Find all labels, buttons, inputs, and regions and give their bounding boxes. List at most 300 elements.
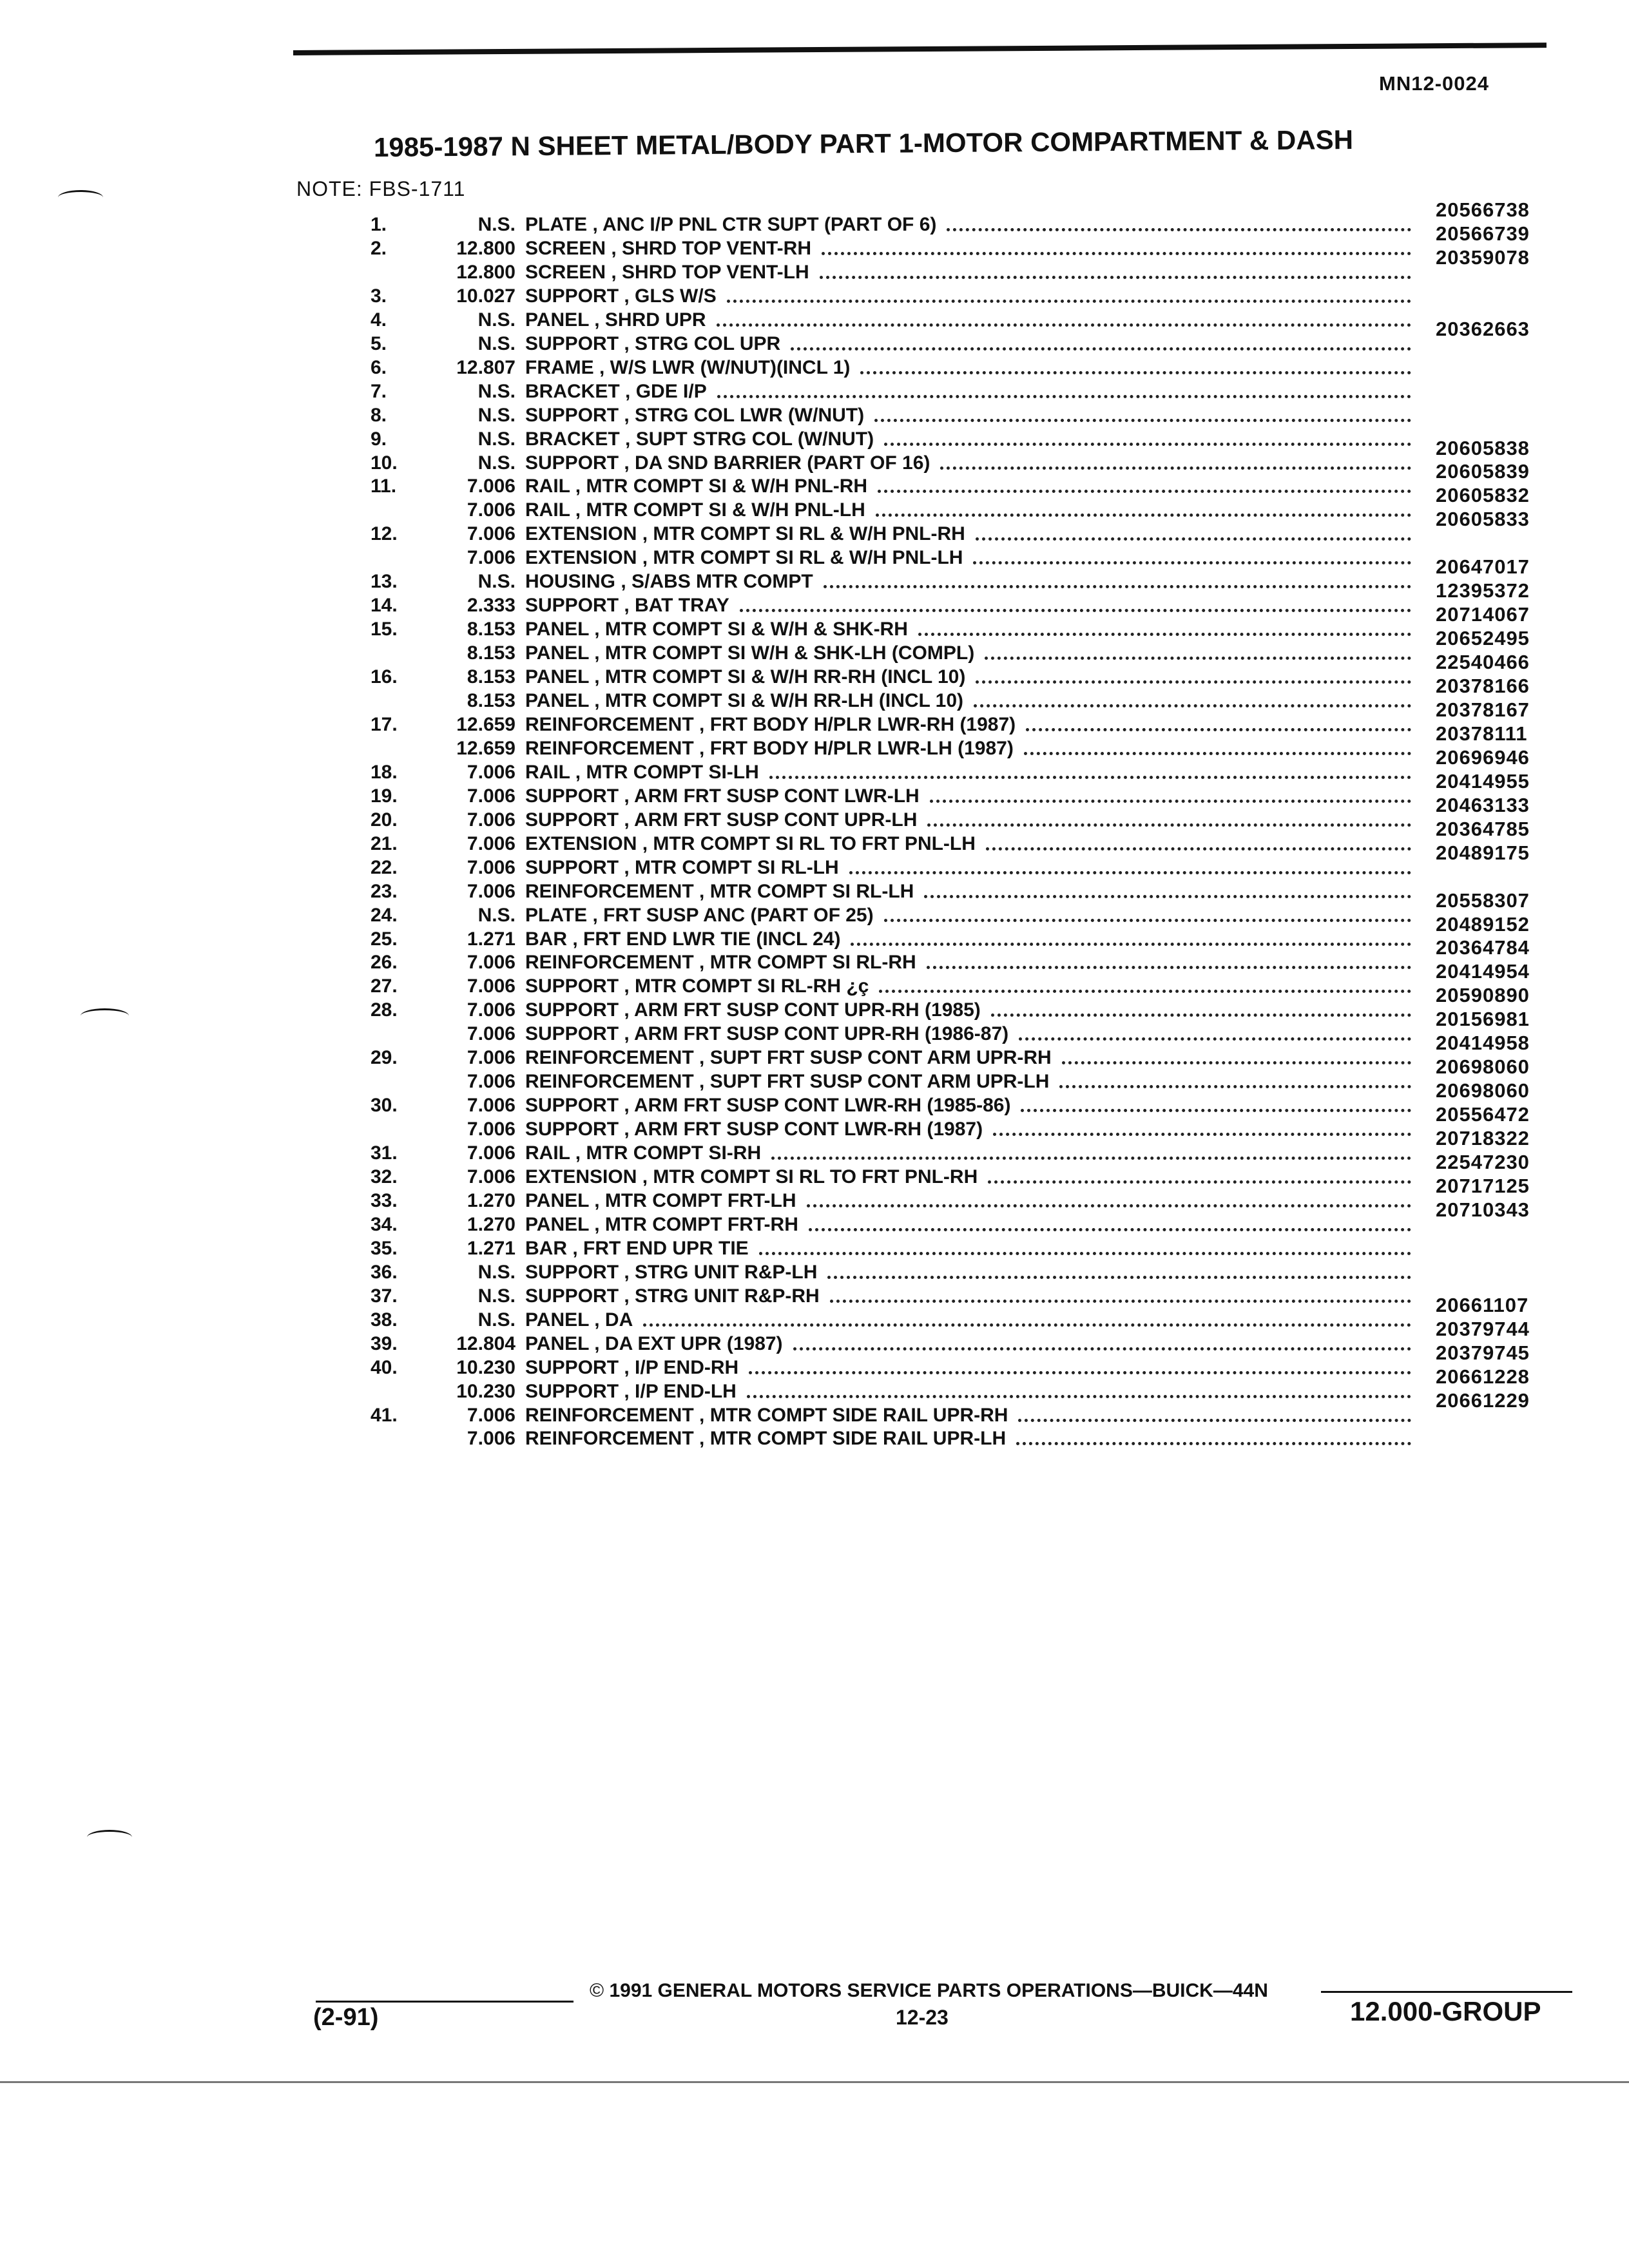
part-noun: SUPPORT: [525, 1356, 619, 1378]
part-number: 20463133: [1436, 793, 1530, 816]
ref-number: 24.: [371, 904, 398, 926]
part-description: [525, 833, 976, 855]
dot-leader: [976, 680, 1411, 684]
part-noun: BAR: [525, 928, 567, 950]
dot-leader: [947, 228, 1411, 231]
part-description: [525, 714, 1016, 736]
separator: ,: [619, 809, 634, 831]
margin-mark: [58, 190, 103, 205]
dot-leader: [860, 371, 1411, 374]
parts-row: [0, 881, 1629, 904]
part-number: 20605833: [1436, 508, 1530, 531]
part-number: 20605838: [1436, 436, 1530, 459]
parts-row: [0, 428, 1629, 452]
separator: ,: [587, 214, 603, 235]
dot-leader: [807, 1204, 1411, 1207]
part-number: 20379744: [1436, 1317, 1530, 1340]
revision-date: (2-91): [313, 2004, 379, 2031]
part-modifier: MTR COMPT SIDE RAIL UPR-LH: [709, 1428, 1007, 1450]
part-noun: RAIL: [525, 1142, 570, 1164]
separator: ,: [619, 1356, 635, 1378]
separator: ,: [619, 380, 636, 402]
ref-number: 3.: [371, 285, 387, 307]
part-modifier: MTR COMPT SI-RH: [586, 1142, 762, 1164]
part-modifier: STRG COL LWR (W/NUT): [635, 404, 865, 426]
part-number: 20566739: [1436, 222, 1530, 245]
dot-leader: [791, 347, 1411, 351]
group-number: 8.153: [467, 666, 516, 688]
part-noun: SUPPORT: [525, 809, 619, 831]
part-number: 20379745: [1436, 1341, 1530, 1364]
part-modifier: DA SND BARRIER (PART OF 16): [635, 452, 930, 474]
ref-number: 5.: [371, 332, 387, 354]
ref-number: 22.: [371, 856, 398, 878]
group-number: 8.153: [467, 642, 516, 664]
dot-leader: [793, 1347, 1411, 1350]
separator: ,: [693, 880, 710, 902]
part-noun: PANEL: [525, 1332, 589, 1354]
dot-leader: [884, 443, 1411, 446]
part-description: [525, 1214, 798, 1236]
group-number: 10.230: [456, 1356, 516, 1378]
separator: ,: [606, 237, 622, 259]
part-description: [525, 952, 916, 974]
separator: ,: [693, 1071, 710, 1093]
group-number: 7.006: [467, 1404, 516, 1426]
part-number: 20414958: [1436, 1032, 1530, 1055]
ref-number: 40.: [371, 1356, 398, 1378]
part-modifier: ARM FRT SUSP CONT UPR-RH (1985): [633, 999, 981, 1021]
dot-leader: [749, 1371, 1411, 1374]
ref-number: 34.: [371, 1213, 398, 1235]
dot-leader: [874, 419, 1411, 422]
part-noun: PANEL: [525, 619, 589, 640]
ref-number: 10.: [371, 452, 398, 474]
part-noun: SUPPORT: [525, 1285, 619, 1307]
part-noun: PANEL: [525, 690, 589, 711]
separator: ,: [619, 404, 635, 426]
separator: ,: [570, 476, 586, 497]
part-description: [525, 1333, 783, 1355]
group-code: 12.000-GROUP: [1350, 1996, 1541, 2026]
part-noun: EXTENSION: [525, 547, 637, 569]
group-number: N.S.: [477, 1309, 516, 1331]
dot-leader: [820, 276, 1411, 279]
part-modifier: W/S LWR (W/NUT)(INCL 1): [610, 356, 851, 378]
group-number: 10.027: [456, 285, 516, 307]
dot-leader: [740, 609, 1411, 612]
part-number: 12395372: [1436, 579, 1530, 602]
part-number: 20489152: [1436, 912, 1530, 936]
parts-row: [0, 309, 1629, 332]
part-modifier: STRG COL UPR: [635, 332, 781, 354]
part-number: 20558307: [1436, 889, 1530, 912]
dot-leader: [1021, 1109, 1411, 1112]
group-number: 1.270: [467, 1189, 516, 1211]
part-description: [525, 785, 920, 807]
separator: ,: [619, 1380, 635, 1402]
part-noun: RAIL: [525, 476, 570, 497]
ref-number: 35.: [371, 1237, 398, 1259]
part-number: 20647017: [1436, 555, 1530, 579]
parts-row: [0, 285, 1629, 309]
part-modifier: MTR COMPT SI RL TO FRT PNL-LH: [653, 832, 976, 854]
dot-leader: [1062, 1061, 1411, 1064]
part-modifier: MTR COMPT SI & W/H RR-RH (INCL 10): [604, 666, 966, 688]
part-description: [525, 690, 963, 712]
part-noun: REINFORCEMENT: [525, 880, 694, 902]
footer-copyright: [590, 1980, 1268, 2002]
ref-number: 23.: [371, 880, 398, 902]
dot-leader: [830, 1300, 1411, 1303]
part-description: [525, 857, 839, 879]
separator: ,: [619, 332, 635, 354]
part-noun: SUPPORT: [525, 856, 619, 878]
part-modifier: GDE I/P: [635, 380, 707, 402]
part-modifier: MTR COMPT SI W/H & SHK-LH (COMPL): [604, 642, 975, 664]
part-number: 20378167: [1436, 698, 1530, 721]
margin-mark: [87, 1830, 132, 1845]
parts-row: [0, 1262, 1629, 1285]
ref-number: 28.: [371, 999, 398, 1021]
parts-row: [0, 1285, 1629, 1309]
part-noun: EXTENSION: [525, 832, 637, 854]
group-number: 7.006: [467, 761, 516, 783]
dot-leader: [727, 300, 1411, 303]
part-description: [525, 905, 874, 927]
part-description: [525, 357, 850, 379]
ref-number: 33.: [371, 1189, 398, 1211]
separator: ,: [588, 1189, 605, 1211]
part-noun: PANEL: [525, 1309, 589, 1331]
part-noun: EXTENSION: [525, 1166, 637, 1187]
separator: ,: [619, 1119, 634, 1140]
part-number: 20661229: [1436, 1389, 1530, 1412]
part-modifier: MTR COMPT SI RL-RH: [709, 952, 916, 974]
dot-leader: [924, 895, 1411, 898]
separator: ,: [606, 261, 622, 283]
ref-number: 19.: [371, 785, 398, 807]
dot-leader: [717, 323, 1411, 327]
part-modifier: FRT END UPR TIE: [583, 1237, 749, 1259]
ref-number: 12.: [371, 523, 398, 545]
part-modifier: S/ABS MTR COMPT: [631, 571, 813, 593]
part-number: 20414955: [1436, 769, 1530, 793]
group-number: 12.800: [456, 261, 516, 283]
part-number: 20661107: [1436, 1293, 1529, 1316]
dot-leader: [1059, 1085, 1411, 1088]
separator: ,: [637, 547, 653, 569]
part-noun: SUPPORT: [525, 999, 619, 1021]
part-noun: PLATE: [525, 904, 588, 926]
group-number: 12.659: [456, 713, 516, 735]
ref-number: 15.: [371, 619, 398, 640]
part-noun: SUPPORT: [525, 1119, 619, 1140]
part-modifier: SUPT STRG COL (W/NUT): [635, 428, 874, 450]
ref-number: 6.: [371, 356, 387, 378]
part-noun: SCREEN: [525, 237, 606, 259]
group-number: 7.006: [467, 785, 516, 807]
group-number: 7.006: [467, 1023, 516, 1045]
part-noun: REINFORCEMENT: [525, 1071, 694, 1093]
part-description: [525, 1428, 1006, 1450]
page-title: 1985-1987 N SHEET METAL/BODY PART 1-MOTOR COMPARTMENT & DASH: [373, 124, 1354, 162]
ref-number: 29.: [371, 1047, 398, 1069]
separator: ,: [587, 904, 604, 926]
ref-number: 2.: [371, 237, 387, 259]
part-noun: REINFORCEMENT: [525, 1047, 694, 1069]
separator: ,: [693, 952, 710, 974]
group-number: N.S.: [477, 332, 516, 354]
separator: ,: [619, 785, 634, 807]
ref-number: 13.: [371, 571, 398, 593]
part-noun: PANEL: [525, 309, 589, 331]
group-number: 12.807: [456, 356, 516, 378]
part-modifier: I/P END-LH: [635, 1380, 737, 1402]
part-number: 22540466: [1436, 651, 1530, 674]
group-number: N.S.: [477, 214, 516, 235]
dot-leader: [918, 633, 1411, 636]
group-number: 7.006: [467, 547, 516, 569]
dot-leader: [769, 776, 1411, 779]
bottom-rule: [0, 2081, 1629, 2083]
part-noun: SUPPORT: [525, 595, 619, 617]
dot-leader: [993, 1133, 1411, 1136]
dot-leader: [927, 823, 1411, 827]
part-modifier: ARM FRT SUSP CONT LWR-RH (1987): [633, 1119, 983, 1140]
part-modifier: STRG UNIT R&P-LH: [635, 1261, 818, 1283]
part-description: [525, 762, 759, 783]
parts-row: [0, 198, 1629, 237]
part-modifier: ARM FRT SUSP CONT LWR-RH (1985-86): [633, 1095, 1011, 1117]
separator: ,: [570, 1142, 586, 1164]
parts-row: [0, 381, 1629, 404]
ref-number: 27.: [371, 975, 398, 997]
doc-code: MN12-0024: [1379, 72, 1489, 95]
separator: ,: [619, 428, 636, 450]
dot-leader: [824, 585, 1411, 588]
group-number: 7.006: [467, 880, 516, 902]
part-modifier: MTR COMPT SI RL & W/H PNL-LH: [653, 547, 963, 569]
group-number: N.S.: [477, 404, 516, 426]
part-noun: REINFORCEMENT: [525, 1428, 694, 1450]
dot-leader: [985, 657, 1411, 660]
dot-leader: [974, 704, 1411, 707]
ref-number: 17.: [371, 713, 398, 735]
group-number: N.S.: [477, 452, 516, 474]
part-noun: BAR: [525, 1237, 567, 1259]
separator: ,: [588, 690, 605, 711]
part-description: [525, 666, 965, 688]
separator: ,: [588, 666, 605, 688]
part-modifier: FRT BODY H/PLR LWR-LH (1987): [709, 737, 1014, 759]
group-number: 7.006: [467, 523, 516, 545]
parts-row: [0, 357, 1629, 380]
group-number: 7.006: [467, 476, 516, 497]
separator: ,: [619, 1023, 634, 1045]
part-modifier: SUPT FRT SUSP CONT ARM UPR-LH: [709, 1071, 1050, 1093]
part-modifier: ANC I/P PNL CTR SUPT (PART OF 6): [602, 214, 937, 235]
part-noun: RAIL: [525, 499, 570, 521]
part-description: [525, 1142, 761, 1164]
dot-leader: [717, 395, 1411, 398]
separator: ,: [619, 975, 635, 997]
part-number: 20696946: [1436, 745, 1530, 769]
part-number: 20718322: [1436, 1127, 1530, 1150]
part-description: [525, 1071, 1049, 1093]
dot-leader: [940, 466, 1411, 470]
part-description: [525, 405, 864, 427]
separator: ,: [567, 1237, 584, 1259]
part-noun: EXTENSION: [525, 523, 637, 545]
part-description: [525, 999, 981, 1021]
dot-leader: [878, 490, 1411, 493]
ref-number: 20.: [371, 809, 398, 831]
part-description: [525, 1238, 749, 1260]
part-number: 20378166: [1436, 675, 1530, 697]
dot-leader: [1018, 1419, 1411, 1422]
dot-leader: [879, 990, 1411, 993]
part-noun: PANEL: [525, 1213, 589, 1235]
part-description: [525, 1023, 1008, 1045]
part-description: [525, 571, 813, 593]
part-modifier: SHRD TOP VENT-RH: [622, 237, 811, 259]
separator: ,: [637, 832, 653, 854]
group-number: 7.006: [467, 1047, 516, 1069]
part-description: [525, 1381, 737, 1403]
part-number: 20605839: [1436, 460, 1530, 483]
part-noun: PANEL: [525, 666, 589, 688]
ref-number: 4.: [371, 309, 387, 331]
ref-number: 11.: [371, 476, 397, 497]
part-noun: HOUSING: [525, 571, 616, 593]
ref-number: 21.: [371, 832, 398, 854]
dot-leader: [884, 919, 1411, 922]
group-number: 8.153: [467, 619, 516, 640]
part-noun: BRACKET: [525, 428, 620, 450]
dot-leader: [1016, 1442, 1411, 1445]
part-modifier: SHRD UPR: [604, 309, 706, 331]
part-modifier: MTR COMPT SI-LH: [586, 761, 759, 783]
part-description: [525, 1166, 978, 1188]
group-number: 12.800: [456, 237, 516, 259]
dot-leader: [986, 847, 1411, 850]
part-modifier: ARM FRT SUSP CONT UPR-RH (1986-87): [633, 1023, 1009, 1045]
part-number: 20156981: [1436, 1008, 1530, 1031]
group-number: 7.006: [467, 1119, 516, 1140]
parts-row: [0, 405, 1629, 428]
ref-number: 18.: [371, 761, 398, 783]
group-number: 7.006: [467, 1428, 516, 1450]
dot-leader: [876, 514, 1411, 517]
part-modifier: STRG UNIT R&P-RH: [635, 1285, 820, 1307]
part-description: [525, 262, 809, 284]
group-number: 7.006: [467, 499, 516, 521]
part-modifier: SUPT FRT SUSP CONT ARM UPR-RH: [709, 1047, 1052, 1069]
part-number: 20359078: [1436, 245, 1530, 269]
ref-number: 26.: [371, 952, 398, 974]
part-modifier: FRT SUSP ANC (PART OF 25): [603, 904, 874, 926]
copyright-text: 1991 GENERAL MOTORS SERVICE PARTS OPERATIONS—BUICK—44N: [609, 1980, 1268, 2001]
part-noun: REINFORCEMENT: [525, 737, 694, 759]
separator: ,: [693, 737, 710, 759]
ref-number: 30.: [371, 1095, 398, 1117]
separator: ,: [588, 309, 605, 331]
group-number: 2.333: [467, 595, 516, 617]
separator: ,: [619, 595, 635, 617]
part-modifier: DA: [604, 1309, 633, 1331]
dot-leader: [822, 252, 1411, 255]
part-description: [525, 476, 867, 497]
part-description: [525, 1357, 738, 1379]
part-description: [525, 499, 865, 521]
part-noun: SUPPORT: [525, 404, 619, 426]
dot-leader: [1024, 752, 1411, 755]
ref-number: 25.: [371, 928, 398, 950]
group-number: 1.270: [467, 1213, 516, 1235]
part-description: [525, 975, 869, 997]
separator: ,: [619, 1285, 635, 1307]
separator: ,: [637, 1166, 653, 1187]
part-number: 20566738: [1436, 198, 1530, 221]
part-number: 20414954: [1436, 960, 1530, 983]
part-description: [525, 1262, 817, 1283]
footer-rule-right: [1321, 1991, 1572, 1993]
part-modifier: BAT TRAY: [635, 595, 729, 617]
ref-number: 16.: [371, 666, 398, 688]
group-number: 7.006: [467, 809, 516, 831]
dot-leader: [1019, 1037, 1411, 1041]
part-number: 20605832: [1436, 484, 1530, 507]
separator: ,: [593, 356, 610, 378]
part-modifier: MTR COMPT SI RL-LH: [635, 856, 839, 878]
copyright-symbol: ©: [590, 1980, 604, 2001]
part-modifier: MTR COMPT SI & W/H PNL-RH: [586, 476, 868, 497]
dot-leader: [991, 1014, 1411, 1017]
ref-number: 36.: [371, 1261, 398, 1283]
separator: ,: [637, 523, 653, 545]
group-number: 1.271: [467, 928, 516, 950]
ref-number: 9.: [371, 428, 387, 450]
part-noun: SUPPORT: [525, 1380, 619, 1402]
group-number: 12.659: [456, 737, 516, 759]
part-number: 20364784: [1436, 936, 1530, 959]
dot-leader: [976, 537, 1411, 541]
part-description: [525, 238, 811, 260]
part-description: [525, 928, 840, 950]
ref-number: 32.: [371, 1166, 398, 1187]
group-number: N.S.: [477, 380, 516, 402]
parts-row: [0, 1428, 1629, 1451]
part-noun: SUPPORT: [525, 332, 619, 354]
group-number: 7.006: [467, 975, 516, 997]
part-description: [525, 1405, 1008, 1427]
group-number: N.S.: [477, 571, 516, 593]
part-noun: SUPPORT: [525, 1261, 619, 1283]
part-number: 20556472: [1436, 1103, 1530, 1126]
part-description: [525, 214, 936, 236]
part-description: [525, 523, 965, 545]
part-number: 20717125: [1436, 1174, 1530, 1197]
part-description: [525, 881, 914, 903]
part-modifier: MTR COMPT FRT-RH: [604, 1213, 798, 1235]
part-description: [525, 642, 974, 664]
page-number: 12-23: [896, 2006, 949, 2029]
group-number: 7.006: [467, 1071, 516, 1093]
dot-leader: [851, 943, 1411, 946]
part-description: [525, 1285, 820, 1307]
ref-number: 1.: [371, 214, 387, 235]
